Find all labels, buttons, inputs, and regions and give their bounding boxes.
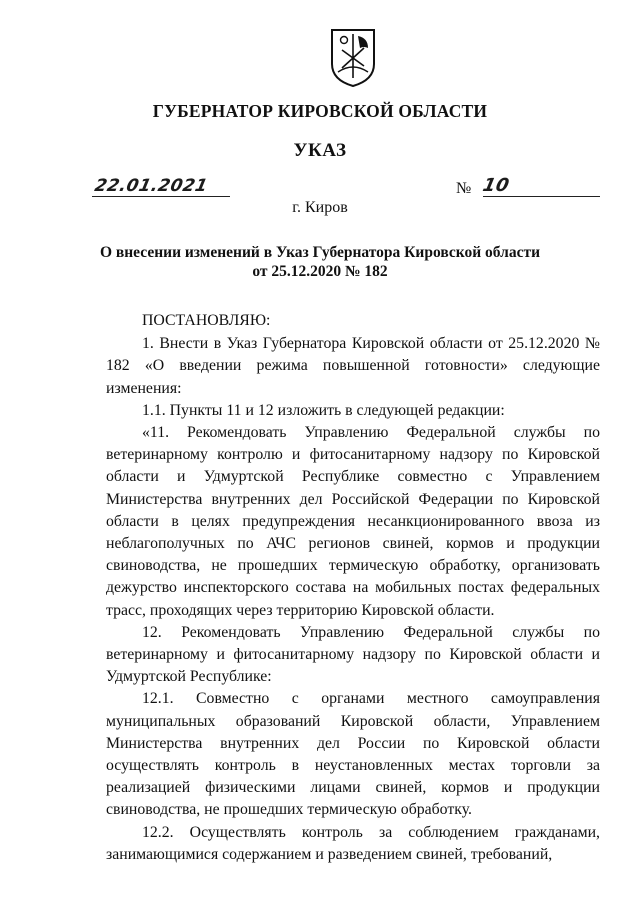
subject-line-2: от 25.12.2020 № 182 — [252, 263, 388, 280]
paragraph: 12.2. Осуществлять контроль за соблюдением гражданами, занимающимися содержанием и разведением свиней, требований, — [106, 823, 600, 863]
document-subject — [60, 243, 580, 281]
document-body — [106, 310, 600, 866]
paragraph: 1. Внести в Указ Губернатора Кировской области от 25.12.2020 № 182 «О введении режима повышенной готовности» следующие изменения: — [106, 335, 600, 397]
handwritten-number: 10 — [480, 175, 512, 196]
subject-line-1: О внесении изменений в Указ Губернатора Кировской области — [99, 244, 541, 261]
number-underline — [483, 196, 600, 197]
handwritten-date: 22.01.2021 — [92, 176, 210, 196]
paragraph: «11. Рекомендовать Управлению Федеральной службы по ветеринарному контролю и фитосанитарному надзору по Кировской области и Удмуртской Республике совместно с Управлением Министерства внутренних дел Российской Федерации по Кировской области в целях предупреждения несанкционированного ввоза из неблагополучных по АЧС регионов свиней, кормов и продукции свиноводства, не прошедших термическую обработку, организовать дежурство инспекторского состава на мобильных постах федеральных трасс, проходящих через территорию Кировской области. — [106, 424, 600, 619]
document-type: УКАЗ — [293, 140, 347, 161]
city: г. Киров — [292, 199, 348, 216]
paragraph: 12. Рекомендовать Управлению Федеральной службы по ветеринарному и фитосанитарному надзору по Кировской области и Удмуртской Республике: — [106, 623, 600, 686]
date-underline — [92, 196, 230, 197]
paragraph: 12.1. Совместно с органами местного самоуправления муниципальных образований Кировской области, Управлением Министерства внутренних дел России по Кировской области осуществлять контроль в неустановленных местах торговли за реализацией физическими лицами свиней, кормов и продукции свиноводства, не прошедших термическую обработку. — [106, 690, 600, 819]
issuing-authority: ГУБЕРНАТОР КИРОВСКОЙ ОБЛАСТИ — [152, 101, 488, 121]
decree-word: ПОСТАНОВЛЯЮ: — [142, 312, 271, 329]
number-sign: № — [456, 180, 472, 197]
paragraph: 1.1. Пункты 11 и 12 изложить в следующей редакции: — [142, 401, 505, 419]
coat-of-arms-icon — [328, 26, 378, 88]
